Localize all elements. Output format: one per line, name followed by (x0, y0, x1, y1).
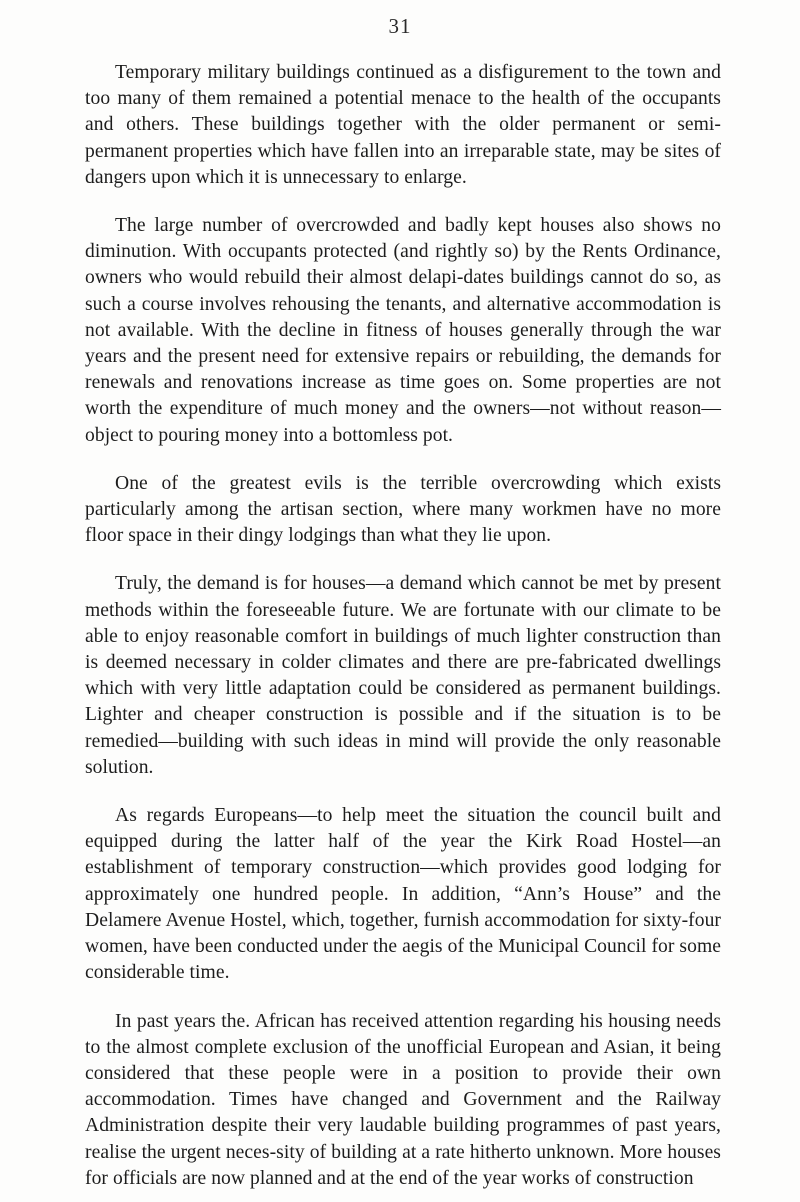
paragraph-temporary-buildings: Temporary military buildings continued as a disfigurement to the town and too many of them remained a potential menace to the health of the occupants and others. These buildings together with the older permanent or semi-permanent properties which have fallen into an irreparable state, may be sites of dangers upon which it is unnecessary to enlarge. (85, 62, 721, 188)
paragraph-europeans-hostels: As regards Europeans—to help meet the situation the council built and equipped during the latter half of the year the Kirk Road Hostel—an establishment of temporary construction—which provides good lodging for approximately one hundred people. In addition, “Ann’s House” and the Delamere Avenue Hostel, which, together, furnish accommodation for sixty-four women, have been conducted under the aegis of the Municipal Council for some considerable time. (85, 805, 721, 984)
body-text (85, 60, 721, 1192)
page-number: 31 (388, 14, 412, 38)
paragraph-overcrowding-evils: One of the greatest evils is the terrible overcrowding which exists particularly among the artisan section, where many workmen have no more floor space in their dingy lodgings than what they lie upon. (85, 472, 721, 547)
paragraph-overcrowded-houses: The large number of overcrowded and badly kept houses also shows no diminution. With occupants protected (and rightly so) by the Rents Ordinance, owners who would rebuild their almost delapi-dates buildings cannot do so, as such a course involves rehousing the tenants, and alternative accommodation is not available. With the decline in fitness of houses generally through the war years and the present need for extensive repairs or rebuilding, the demands for renewals and renovations increase as time goes on. Some properties are not worth the expenditure of much money and the owners—not without reason—object to pouring money into a bottomless pot. (85, 215, 721, 446)
paragraph-demand-for-houses: Truly, the demand is for houses—a demand which cannot be met by present methods within the foreseeable future. We are fortunate with our climate to be able to enjoy reasonable comfort in buildings of much lighter construction than is deemed necessary in colder climates and there are pre-fabricated dwellings which with very little adaptation could be considered as permanent buildings. Lighter and cheaper construction is possible and if the situation is to be remedied—building with such ideas in mind will provide the only reasonable solution. (85, 573, 721, 778)
paragraph-african-housing: In past years the. African has received attention regarding his housing needs to the almost complete exclusion of the unofficial European and Asian, it being considered that these people were in a position to provide their own accommodation. Times have changed and Government and the Railway Administration despite their very laudable building programmes of past years, realise the urgent neces-sity of building at a rate hitherto unknown. More houses for officials are now planned and at the end of the year works of construction (85, 1010, 721, 1189)
